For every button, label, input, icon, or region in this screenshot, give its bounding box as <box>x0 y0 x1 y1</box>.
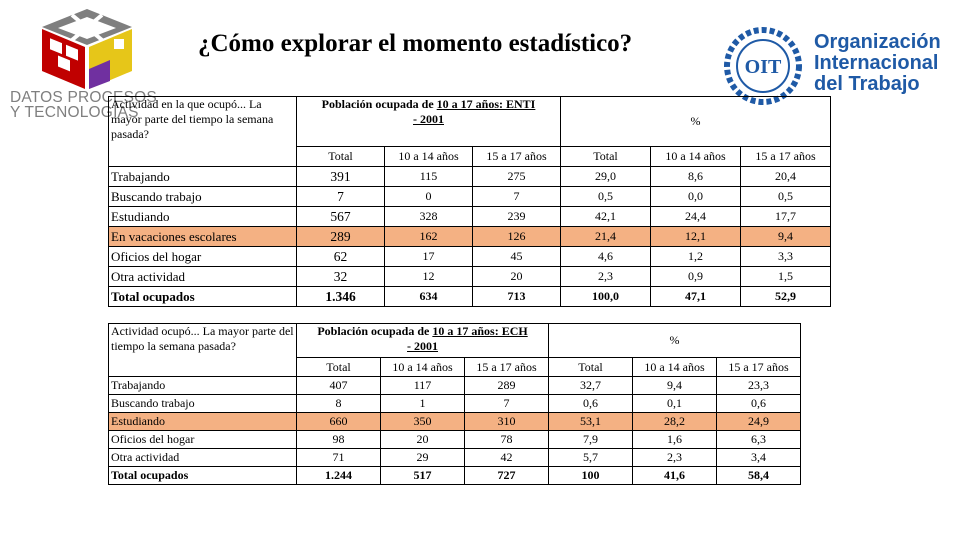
row-label: Estudiando <box>109 413 297 431</box>
table-cell: 7 <box>473 187 561 207</box>
table-cell: 12 <box>385 267 473 287</box>
table-cell: 21,4 <box>561 227 651 247</box>
table-cell: 1,5 <box>741 267 831 287</box>
row-label: Oficios del hogar <box>109 431 297 449</box>
table1-row-header-desc: Actividad en la que ocupó... La mayor parte del tiempo la semana pasada? <box>109 97 297 167</box>
table-cell: 100,0 <box>561 287 651 307</box>
row-label: Buscando trabajo <box>109 187 297 207</box>
table1-pct-header: % <box>561 97 831 147</box>
table-cell: 4,6 <box>561 247 651 267</box>
table-cell: 517 <box>381 467 465 485</box>
row-label: Trabajando <box>109 377 297 395</box>
table-cell: 98 <box>297 431 381 449</box>
table-cell: 1,6 <box>633 431 717 449</box>
table-row <box>109 287 831 307</box>
table-cell: 8 <box>297 395 381 413</box>
table-cell: 5,7 <box>549 449 633 467</box>
table1-col-header: 15 a 17 años <box>741 147 831 167</box>
table-row <box>109 267 831 287</box>
table-cell: 0,6 <box>717 395 801 413</box>
table-cell: 3,4 <box>717 449 801 467</box>
oit-emblem-text: OIT <box>744 56 782 78</box>
table-cell: 117 <box>381 377 465 395</box>
table-cell: 20,4 <box>741 167 831 187</box>
table-cell: 2,3 <box>633 449 717 467</box>
enti-table <box>108 96 831 307</box>
table-cell: 17 <box>385 247 473 267</box>
table-cell: 23,3 <box>717 377 801 395</box>
table-cell: 1 <box>381 395 465 413</box>
table-cell: 3,3 <box>741 247 831 267</box>
oit-line-2: Internacional <box>814 52 939 74</box>
row-label: Trabajando <box>109 167 297 187</box>
table-cell: 1,2 <box>651 247 741 267</box>
table-cell: 328 <box>385 207 473 227</box>
table-row <box>109 449 801 467</box>
table-cell: 407 <box>297 377 381 395</box>
table-cell: 289 <box>297 227 385 247</box>
table-cell: 0,1 <box>633 395 717 413</box>
table-cell: 0,9 <box>651 267 741 287</box>
logo-line-1: DATOS PROCESOS <box>10 89 157 106</box>
table-cell: 0,5 <box>741 187 831 207</box>
table-cell: 0,0 <box>651 187 741 207</box>
table-cell: 8,6 <box>651 167 741 187</box>
table-cell: 12,1 <box>651 227 741 247</box>
table-cell: 289 <box>465 377 549 395</box>
table-row <box>109 247 831 267</box>
table-cell: 0,5 <box>561 187 651 207</box>
table1-col-header: 15 a 17 años <box>473 147 561 167</box>
table-row <box>109 377 801 395</box>
table-cell: 1.346 <box>297 287 385 307</box>
table-cell: 310 <box>465 413 549 431</box>
page-title: ¿Cómo explorar el momento estadístico? <box>198 30 633 57</box>
oit-line-1: Organización <box>814 31 941 53</box>
row-label: Otra actividad <box>109 267 297 287</box>
table2-row-header-desc: Actividad ocupó... La mayor parte del tiempo la semana pasada? <box>109 324 297 377</box>
table-cell: 32 <box>297 267 385 287</box>
table-cell: 6,3 <box>717 431 801 449</box>
table-cell: 275 <box>473 167 561 187</box>
table-cell: 0 <box>385 187 473 207</box>
logo-line-2: Y TECNOLOGÍAS <box>10 104 139 121</box>
table-cell: 7,9 <box>549 431 633 449</box>
oit-emblem-icon <box>718 26 808 106</box>
table2-col-header: 15 a 17 años <box>465 358 549 377</box>
table-row <box>109 167 831 187</box>
table-cell: 58,4 <box>717 467 801 485</box>
table-cell: 52,9 <box>741 287 831 307</box>
table-cell: 53,1 <box>549 413 633 431</box>
table-row <box>109 431 801 449</box>
row-label: En vacaciones escolares <box>109 227 297 247</box>
row-label: Estudiando <box>109 207 297 227</box>
table-cell: 20 <box>473 267 561 287</box>
table2-col-header: 10 a 14 años <box>381 358 465 377</box>
table-row <box>109 227 831 247</box>
table1-col-header: Total <box>297 147 385 167</box>
table-cell: 62 <box>297 247 385 267</box>
table-cell: 17,7 <box>741 207 831 227</box>
table1-col-header: 10 a 14 años <box>385 147 473 167</box>
table-cell: 71 <box>297 449 381 467</box>
table-cell: 42,1 <box>561 207 651 227</box>
table-row <box>109 467 801 485</box>
ech-table <box>108 323 801 485</box>
table-row <box>109 207 831 227</box>
table-cell: 567 <box>297 207 385 227</box>
cube-logo-icon <box>32 7 142 91</box>
table-cell: 660 <box>297 413 381 431</box>
table2-col-header: 15 a 17 años <box>717 358 801 377</box>
table2-group-header: Población ocupada de 10 a 17 años: ECH - 2001 <box>297 324 549 358</box>
table2-col-header: 10 a 14 años <box>633 358 717 377</box>
table-row <box>109 187 831 207</box>
row-label: Total ocupados <box>109 467 297 485</box>
table-cell: 126 <box>473 227 561 247</box>
table-row <box>109 395 801 413</box>
table-cell: 9,4 <box>741 227 831 247</box>
table1-col-header: 10 a 14 años <box>651 147 741 167</box>
row-label: Otra actividad <box>109 449 297 467</box>
table-cell: 391 <box>297 167 385 187</box>
table1-group-header: Población ocupada de 10 a 17 años: ENTI - 2001 <box>297 97 561 147</box>
table-cell: 7 <box>465 395 549 413</box>
table-cell: 24,9 <box>717 413 801 431</box>
table-row <box>109 413 801 431</box>
table-cell: 239 <box>473 207 561 227</box>
table-cell: 100 <box>549 467 633 485</box>
table-cell: 78 <box>465 431 549 449</box>
table-cell: 1.244 <box>297 467 381 485</box>
table2-col-header: Total <box>297 358 381 377</box>
row-label: Total ocupados <box>109 287 297 307</box>
row-label: Oficios del hogar <box>109 247 297 267</box>
table-cell: 162 <box>385 227 473 247</box>
row-label: Buscando trabajo <box>109 395 297 413</box>
table2-pct-header: % <box>549 324 801 358</box>
table-cell: 47,1 <box>651 287 741 307</box>
table-cell: 0,6 <box>549 395 633 413</box>
table-cell: 29,0 <box>561 167 651 187</box>
table-cell: 24,4 <box>651 207 741 227</box>
table-cell: 45 <box>473 247 561 267</box>
table-cell: 634 <box>385 287 473 307</box>
table-cell: 9,4 <box>633 377 717 395</box>
oit-line-3: del Trabajo <box>814 73 920 95</box>
table-cell: 20 <box>381 431 465 449</box>
table-cell: 713 <box>473 287 561 307</box>
table-cell: 32,7 <box>549 377 633 395</box>
table-cell: 29 <box>381 449 465 467</box>
table-cell: 727 <box>465 467 549 485</box>
table1-col-header: Total <box>561 147 651 167</box>
table-cell: 2,3 <box>561 267 651 287</box>
table2-col-header: Total <box>549 358 633 377</box>
table-cell: 7 <box>297 187 385 207</box>
table-cell: 115 <box>385 167 473 187</box>
oit-logo <box>718 26 941 106</box>
table-cell: 28,2 <box>633 413 717 431</box>
table-cell: 41,6 <box>633 467 717 485</box>
table-cell: 350 <box>381 413 465 431</box>
table-cell: 42 <box>465 449 549 467</box>
